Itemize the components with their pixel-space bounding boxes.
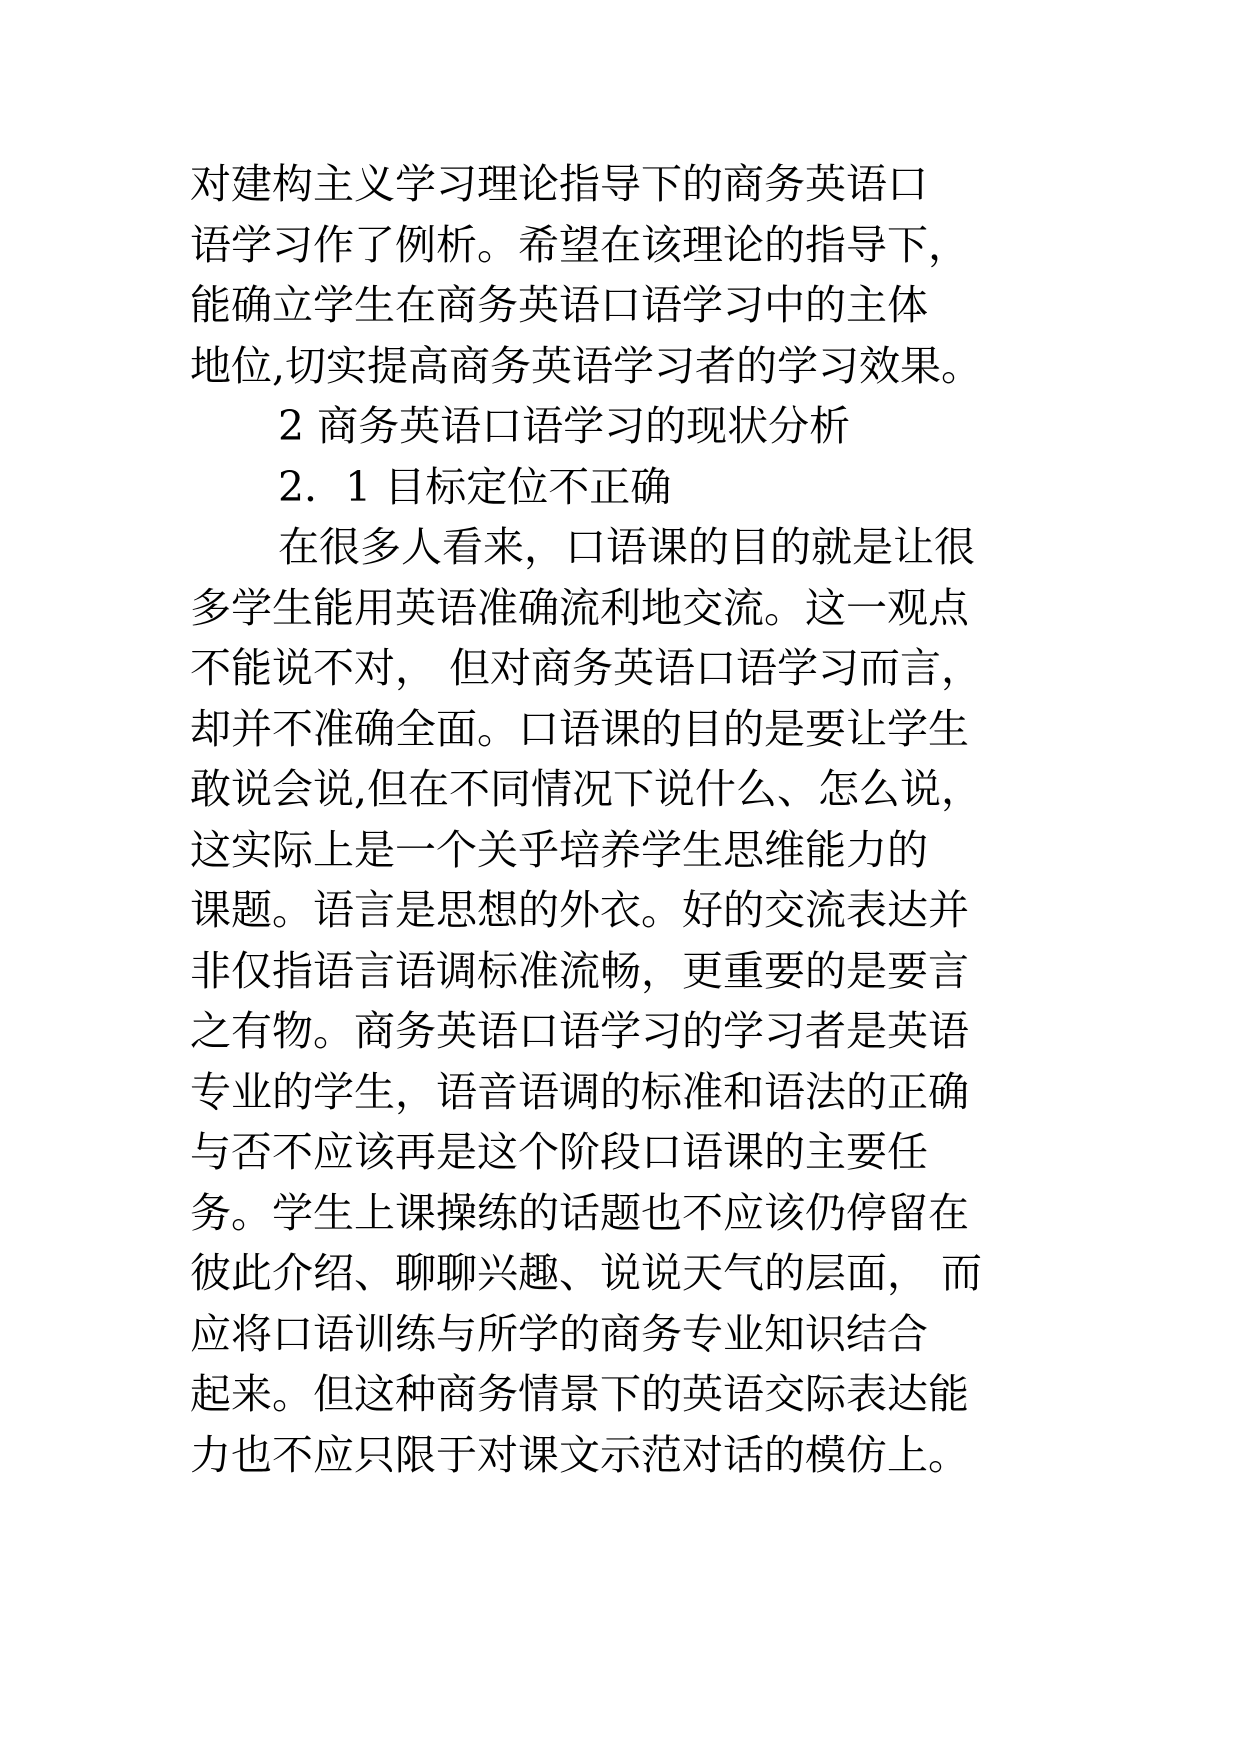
text-line: 专业的学生，语音语调的标准和语法的正确: [190, 1067, 969, 1116]
text-line: 这实际上是一个关乎培养学生思维能力的: [190, 825, 928, 874]
text-line: 多学生能用英语准确流利地交流。这一观点: [190, 583, 969, 632]
text-line: 与否不应该再是这个阶段口语课的主要任: [190, 1128, 928, 1176]
text-line: 不能说不对， 但对商务英语口语学习而言，: [190, 644, 983, 692]
text-line: 应将口语训练与所学的商务专业知识结合: [190, 1309, 928, 1358]
text-line: 却并不准确全面。口语课的目的是要让学生: [190, 704, 969, 753]
text-line: 彼此介绍、聊聊兴趣、说说天气的层面， 而: [190, 1249, 983, 1297]
subsection-heading: 2．1 目标定位不正确: [278, 462, 672, 511]
paragraph-first-line: 在很多人看来，口语课的目的就是让很: [278, 523, 975, 571]
section-heading: 2 商务英语口语学习的现状分析: [278, 402, 851, 450]
text-line: 敢说会说,但在不同情况下说什么、怎么说，: [190, 765, 983, 813]
text-line: 课题。语言是思想的外衣。好的交流表达并: [190, 886, 969, 934]
text-line: 力也不应只限于对课文示范对话的模仿上。: [190, 1430, 969, 1479]
text-line: 能确立学生在商务英语口语学习中的主体: [190, 281, 928, 329]
text-line: 起来。但这种商务情景下的英语交际表达能: [190, 1370, 969, 1418]
text-line: 对建构主义学习理论指导下的商务英语口: [190, 160, 928, 208]
text-line: 非仅指语言语调标准流畅，更重要的是要言: [190, 946, 969, 995]
text-line: 之有物。商务英语口语学习的学习者是英语: [190, 1007, 969, 1055]
body-text: [190, 154, 1090, 1485]
text-line: 务。学生上课操练的话题也不应该仍停留在: [190, 1188, 969, 1237]
text-line: 语学习作了例析。希望在该理论的指导下，: [190, 220, 969, 269]
text-line: 地位,切实提高商务英语学习者的学习效果。: [190, 341, 983, 390]
